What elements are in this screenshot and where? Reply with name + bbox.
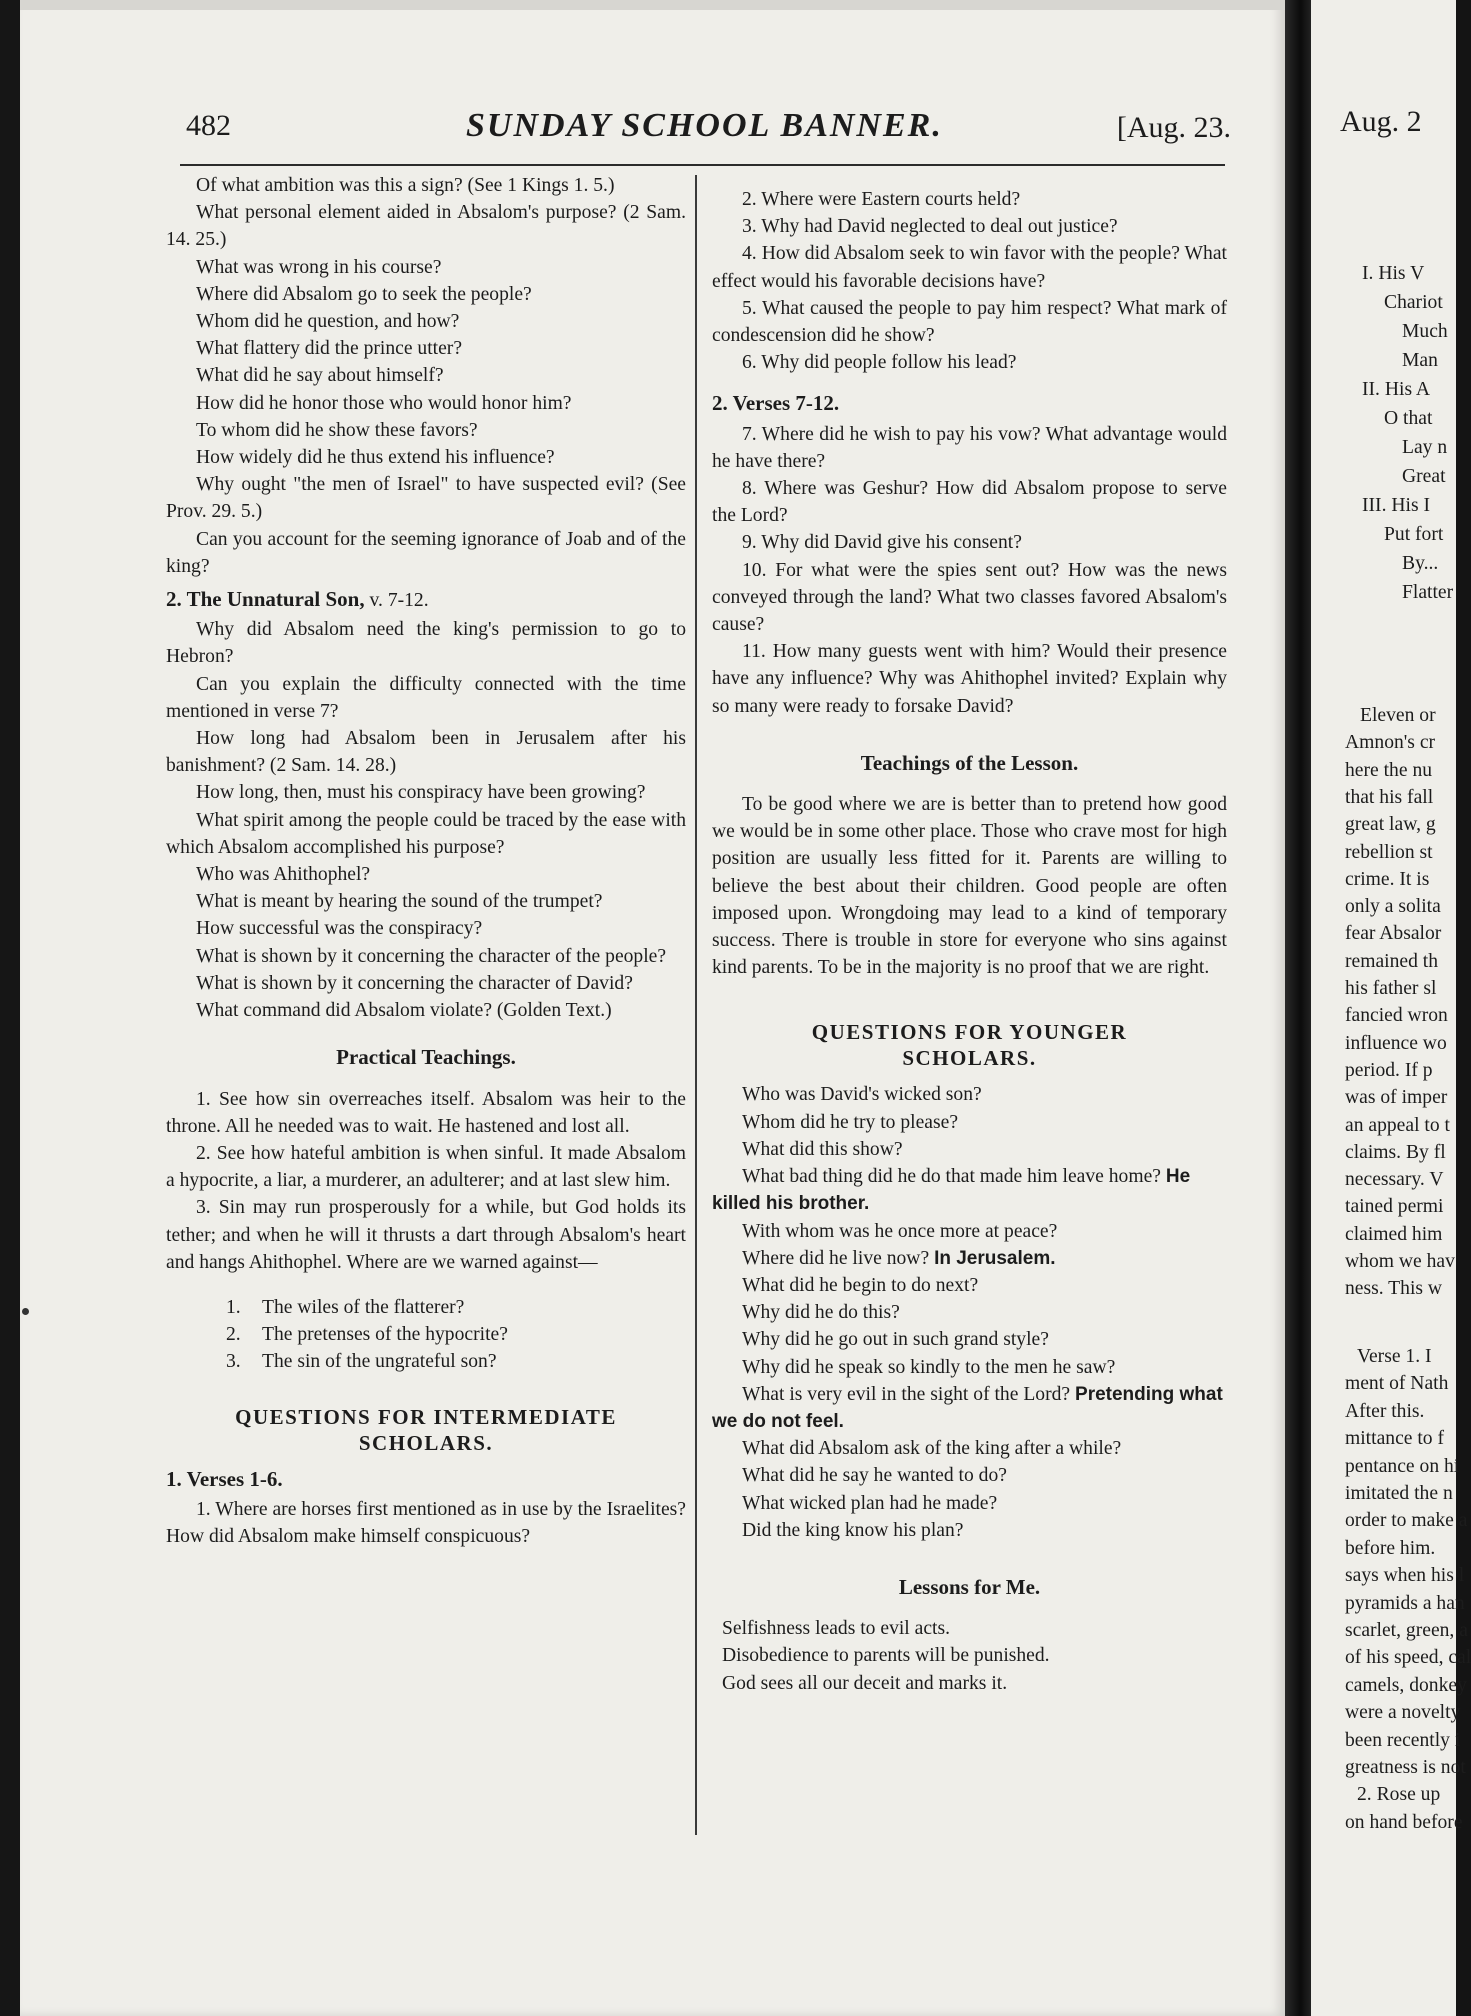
next-page-line: great law, g bbox=[1345, 814, 1436, 836]
next-page-line: order to make a bbox=[1345, 1510, 1468, 1532]
question: 3. Why had David neglected to deal out justice? bbox=[742, 216, 1118, 238]
question: 5. What caused the people to pay him respect? What mark of condescension did he show? bbox=[712, 297, 1227, 347]
younger-questions bbox=[712, 1081, 1227, 1543]
next-page-line: were a novelty bbox=[1345, 1702, 1461, 1724]
book-gutter bbox=[1285, 0, 1311, 2016]
warning-text: The pretenses of the hypocrite? bbox=[262, 1324, 508, 1346]
next-page-line: claims. By fl bbox=[1345, 1141, 1446, 1163]
younger-question bbox=[712, 1517, 1227, 1544]
next-page-line: Put fort bbox=[1384, 524, 1444, 545]
question: How widely did he thus extend his influence? bbox=[196, 447, 555, 469]
answer-text: Pretending what we do not feel. bbox=[712, 1383, 1223, 1432]
next-page-line: Amnon's cr bbox=[1345, 732, 1436, 754]
question-text: Why did he go out in such grand style? bbox=[742, 1329, 1049, 1351]
next-page-line: pentance on hi bbox=[1345, 1455, 1460, 1477]
verses-7-12-questions bbox=[712, 421, 1227, 720]
younger-question bbox=[712, 1136, 1227, 1163]
question: What was wrong in his course? bbox=[196, 256, 442, 278]
younger-question bbox=[712, 1490, 1227, 1517]
intermediate-question-1: 1. Where are horses first mentioned as in use by the Israelites? How did Absalom make himself conspicuous? bbox=[166, 1498, 686, 1547]
question: What personal element aided in Absalom's purpose? (2 Sam. 14. 25.) bbox=[166, 202, 686, 251]
question: Why ought "the men of Israel" to have suspected evil? (See Prov. 29. 5.) bbox=[166, 474, 686, 523]
page-number: 482 bbox=[186, 109, 231, 142]
question-text: Where did he live now? bbox=[742, 1247, 930, 1269]
next-page-line: before him. bbox=[1345, 1537, 1436, 1559]
younger-question bbox=[712, 1354, 1227, 1381]
next-page-line: here the nu bbox=[1345, 759, 1433, 781]
next-page-line: 2. Rose up bbox=[1357, 1784, 1441, 1806]
warning-item bbox=[226, 1321, 686, 1348]
next-page-line: Chariot bbox=[1384, 292, 1443, 313]
intro-questions bbox=[166, 172, 686, 580]
teaching-item: 1. See how sin overreaches itself. Absalom was heir to the throne. All he needed was to wait. He hastened and lost all. bbox=[166, 1088, 686, 1137]
warnings-list bbox=[226, 1294, 686, 1376]
next-page-line: whom we hav bbox=[1345, 1251, 1455, 1272]
next-page-line: pyramids a han bbox=[1345, 1592, 1465, 1614]
next-page-line: that his fall bbox=[1345, 786, 1434, 808]
next-page-line: crime. It is bbox=[1345, 868, 1430, 890]
next-page-line: III. His I bbox=[1362, 495, 1431, 516]
next-page-line: Verse 1. I bbox=[1357, 1346, 1432, 1367]
younger-question bbox=[712, 1326, 1227, 1353]
next-page-line: on hand before bbox=[1345, 1811, 1463, 1833]
question-text: With whom was he once more at peace? bbox=[742, 1220, 1058, 1242]
next-page-line: mittance to f bbox=[1345, 1428, 1445, 1450]
question-text: What did he say he wanted to do? bbox=[742, 1465, 1007, 1487]
next-page-line: Lay n bbox=[1402, 437, 1448, 458]
lessons-heading: Lessons for Me. bbox=[898, 1574, 1041, 1599]
next-page-line: was of imper bbox=[1345, 1087, 1448, 1109]
question: What is shown by it concerning the character of the people? bbox=[196, 945, 667, 967]
question-text: What did he begin to do next? bbox=[742, 1274, 979, 1296]
teaching-item: 2. See how hateful ambition is when sinful. It made Absalom a hypocrite, a liar, a murderer, an adulterer; and at last slew him. bbox=[166, 1142, 686, 1192]
younger-question bbox=[712, 1272, 1227, 1299]
question: Where did Absalom go to seek the people? bbox=[196, 283, 532, 305]
question-text: What did this show? bbox=[742, 1138, 903, 1160]
next-page-line: By... bbox=[1402, 553, 1439, 574]
younger-question bbox=[712, 1109, 1227, 1136]
next-page-line: says when his l bbox=[1345, 1565, 1465, 1587]
lesson-line: Disobedience to parents will be punished. bbox=[722, 1645, 1050, 1667]
question: 10. For what were the spies sent out? How was the news conveyed through the land? What two classes favored Absalom's cause? bbox=[712, 559, 1227, 636]
ink-speck bbox=[22, 1308, 29, 1315]
question: What did he say about himself? bbox=[196, 365, 444, 387]
question: 8. Where was Geshur? How did Absalom propose to serve the Lord? bbox=[712, 478, 1227, 527]
question-text: What wicked plan had he made? bbox=[742, 1492, 998, 1514]
question: Of what ambition was this a sign? (See 1 Kings 1. 5.) bbox=[196, 175, 615, 196]
intermediate-questions-cont bbox=[712, 186, 1227, 376]
next-page-line: camels, donkey bbox=[1345, 1674, 1467, 1696]
lesson-line: God sees all our deceit and marks it. bbox=[722, 1672, 1008, 1694]
question: Why did Absalom need the king's permission to go to Hebron? bbox=[166, 619, 686, 668]
header-rule bbox=[180, 164, 1225, 166]
next-page-line: Great bbox=[1402, 466, 1446, 487]
section-heading-unnatural-son bbox=[166, 586, 686, 614]
answer-text: In Jerusalem. bbox=[934, 1247, 1056, 1269]
running-title: SUNDAY SCHOOL BANNER. bbox=[466, 107, 943, 144]
next-page-line: O that bbox=[1384, 408, 1433, 429]
teachings-heading: Teachings of the Lesson. bbox=[860, 750, 1079, 775]
younger-question bbox=[712, 1299, 1227, 1326]
section-title: 2. The Unnatural Son, bbox=[166, 587, 365, 612]
section-ref: v. 7-12. bbox=[364, 590, 429, 612]
verses-1-6-heading bbox=[166, 1466, 686, 1494]
question: What is shown by it concerning the character of David? bbox=[196, 972, 633, 994]
question: Whom did he question, and how? bbox=[196, 311, 460, 333]
warning-text: The wiles of the flatterer? bbox=[262, 1296, 465, 1318]
warning-number: 1. bbox=[226, 1296, 241, 1318]
question: How successful was the conspiracy? bbox=[196, 918, 483, 940]
next-page-line: scarlet, green, a bbox=[1345, 1620, 1468, 1641]
next-page-line: an appeal to t bbox=[1345, 1114, 1451, 1136]
header-date: [Aug. 23. bbox=[1116, 111, 1231, 144]
younger-heading: QUESTIONS FOR YOUNGER SCHOLARS. bbox=[811, 1020, 1128, 1071]
next-page-line: been recently i bbox=[1345, 1729, 1461, 1751]
next-page-line: After this. bbox=[1345, 1400, 1425, 1422]
question: Who was Ahithophel? bbox=[196, 864, 371, 886]
question-text: Why did he speak so kindly to the men he saw? bbox=[742, 1356, 1116, 1378]
question: 11. How many guests went with him? Would their presence have any influence? Why was Ahithophel invited? Explain why so many were ready to forsake David? bbox=[712, 641, 1227, 717]
next-page-line: Much bbox=[1402, 321, 1448, 342]
question-text: What did Absalom ask of the king after a while? bbox=[742, 1438, 1122, 1460]
question: How long had Absalom been in Jerusalem after his banishment? (2 Sam. 14. 28.) bbox=[166, 728, 686, 777]
question: What spirit among the people could be traced by the ease with which Absalom accomplished his purpose? bbox=[166, 809, 686, 858]
practical-teachings-heading: Practical Teachings. bbox=[336, 1045, 516, 1070]
question: Can you account for the seeming ignorance of Joab and of the king? bbox=[166, 528, 686, 577]
next-page-line: rebellion st bbox=[1345, 841, 1433, 863]
next-page-line: Eleven or bbox=[1360, 705, 1436, 726]
next-page-line: influence wo bbox=[1345, 1032, 1447, 1054]
warning-item bbox=[226, 1348, 686, 1375]
question: How long, then, must his conspiracy have been growing? bbox=[196, 782, 646, 804]
warning-number: 3. bbox=[226, 1351, 241, 1373]
next-page-line: II. His A bbox=[1362, 379, 1431, 400]
next-page-line: only a solita bbox=[1345, 896, 1441, 918]
intermediate-heading: QUESTIONS FOR INTERMEDIATE SCHOLARS. bbox=[235, 1404, 617, 1455]
next-page-line: ness. This w bbox=[1345, 1278, 1443, 1300]
verses-1-6-label: 1. Verses 1-6. bbox=[166, 1466, 283, 1491]
question-text: Why did he do this? bbox=[742, 1302, 900, 1324]
question: 4. How did Absalom seek to win favor with the people? What effect would his favorable decisions have? bbox=[712, 243, 1227, 292]
question-text: What is very evil in the sight of the Lord? bbox=[742, 1383, 1071, 1405]
question: 7. Where did he wish to pay his vow? What advantage would he have there? bbox=[712, 423, 1227, 472]
running-header bbox=[186, 103, 1231, 163]
younger-question bbox=[712, 1462, 1227, 1489]
younger-question bbox=[712, 1163, 1227, 1217]
next-page-line: ment of Nath bbox=[1345, 1373, 1449, 1395]
question: Can you explain the difficulty connected with the time mentioned in verse 7? bbox=[166, 673, 686, 722]
warning-item bbox=[226, 1294, 686, 1321]
next-page-line: tained permi bbox=[1345, 1196, 1444, 1218]
question-text: Who was David's wicked son? bbox=[742, 1084, 982, 1106]
right-column bbox=[712, 186, 1227, 1697]
younger-question bbox=[712, 1081, 1227, 1108]
next-page-line: imitated the n bbox=[1345, 1483, 1453, 1504]
question: 9. Why did David give his consent? bbox=[742, 532, 1022, 554]
left-column bbox=[166, 172, 686, 1550]
column-divider bbox=[695, 175, 697, 1835]
next-page-line: of his speed, cal bbox=[1345, 1647, 1471, 1669]
lessons-list bbox=[712, 1615, 1227, 1697]
next-page-line: necessary. V bbox=[1345, 1169, 1444, 1191]
next-page-line: fancied wron bbox=[1345, 1005, 1448, 1027]
verses-7-12-label: 2. Verses 7-12. bbox=[712, 391, 840, 416]
next-page-line: greatness is not bbox=[1345, 1757, 1466, 1778]
teaching-item: 3. Sin may run prosperously for a while, but God holds its tether; and when he will it thrusts a dart through Absalom's heart and hangs Ahithophel. Where are we warned against— bbox=[166, 1197, 686, 1273]
page-top-edge bbox=[20, 0, 1285, 10]
younger-question bbox=[712, 1435, 1227, 1462]
teachings-text: To be good where we are is better than to pretend how good we would be in some other place. Those who crave most for high position are usually less fitted for it. Parents are willing to believe the best about their children. Good people are often imposed upon. Wrongdoing may lead to a kind of temporary success. There is trouble in store for everyone who sins against kind parents. To be in the majority is no proof that we are right. bbox=[712, 794, 1227, 979]
question-text: Whom did he try to please? bbox=[742, 1111, 959, 1133]
question: What flattery did the prince utter? bbox=[196, 338, 463, 360]
question: 6. Why did people follow his lead? bbox=[742, 352, 1017, 374]
next-page-line: Flatter bbox=[1402, 582, 1454, 603]
question: What command did Absalom violate? (Golden Text.) bbox=[196, 1000, 612, 1022]
question: 2. Where were Eastern courts held? bbox=[742, 189, 1021, 210]
question-text: What bad thing did he do that made him leave home? bbox=[742, 1166, 1161, 1188]
practical-teachings bbox=[166, 1086, 686, 1276]
next-page-line: Man bbox=[1402, 350, 1438, 371]
question: How did he honor those who would honor him? bbox=[196, 392, 572, 414]
question: To whom did he show these favors? bbox=[196, 419, 478, 441]
warning-text: The sin of the ungrateful son? bbox=[262, 1351, 497, 1373]
unnatural-son-questions bbox=[166, 616, 686, 1024]
verses-7-12-heading bbox=[712, 390, 1227, 418]
next-page-line: remained th bbox=[1345, 950, 1439, 972]
question-text: Did the king know his plan? bbox=[742, 1519, 964, 1541]
next-page-line: claimed him bbox=[1345, 1223, 1443, 1245]
next-page-line: I. His V bbox=[1362, 263, 1425, 284]
next-page-line: fear Absalor bbox=[1345, 923, 1442, 945]
next-page-line: his father sl bbox=[1345, 978, 1437, 999]
younger-question bbox=[712, 1245, 1227, 1272]
younger-question bbox=[712, 1381, 1227, 1435]
younger-question bbox=[712, 1218, 1227, 1245]
next-page-header: Aug. 2 bbox=[1340, 105, 1422, 138]
answer-text: He killed his brother. bbox=[712, 1166, 1191, 1215]
question: What is meant by hearing the sound of the trumpet? bbox=[196, 891, 603, 913]
warning-number: 2. bbox=[226, 1324, 241, 1346]
next-page-line: period. If p bbox=[1345, 1059, 1433, 1081]
lesson-line: Selfishness leads to evil acts. bbox=[722, 1618, 951, 1640]
